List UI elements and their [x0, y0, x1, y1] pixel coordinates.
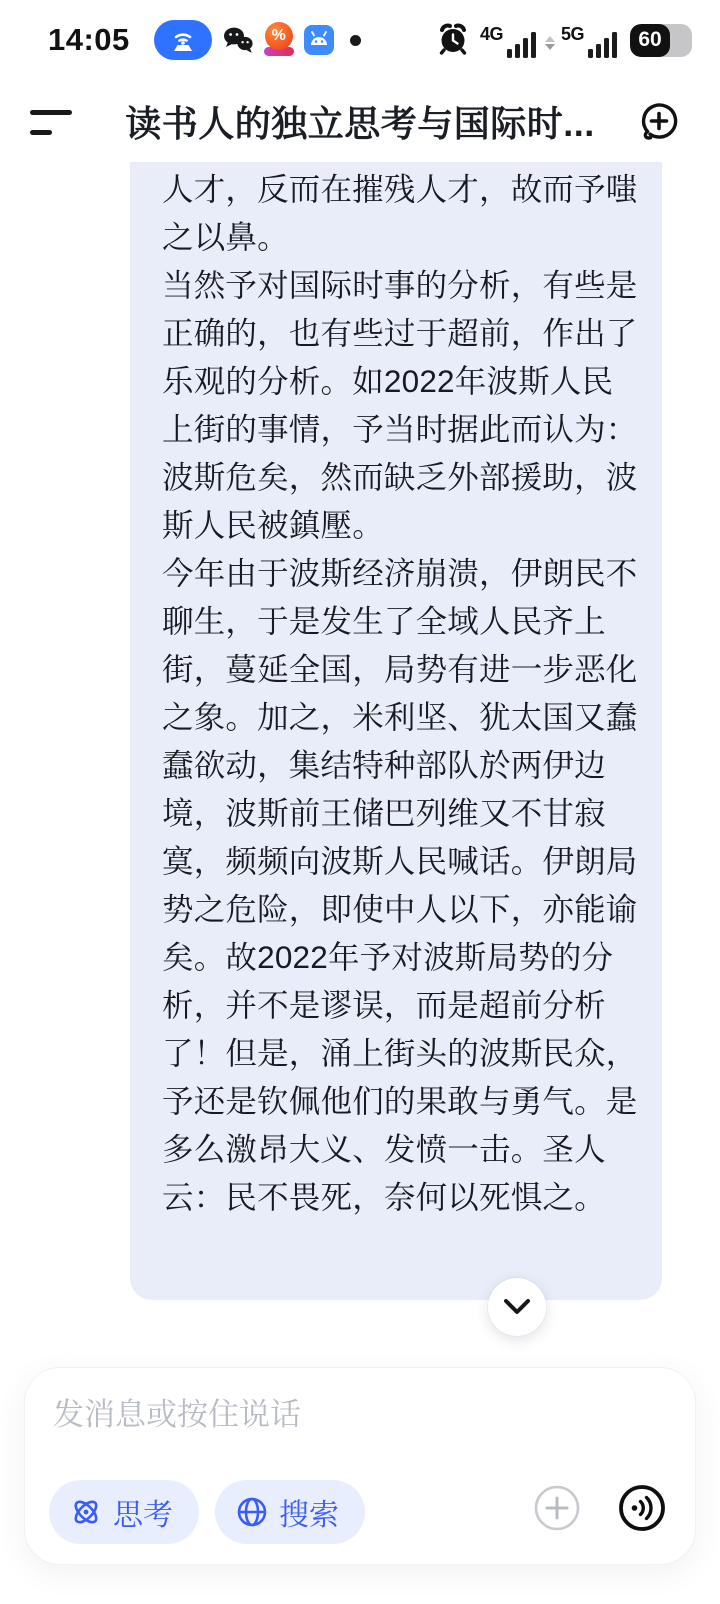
deep-think-toggle[interactable] [49, 1480, 199, 1544]
alarm-clock-icon [435, 22, 471, 58]
attach-plus-button[interactable] [533, 1484, 581, 1537]
message-composer [24, 1367, 696, 1565]
chevron-down-icon [504, 1299, 530, 1315]
message-paragraph: 当然予对国际时事的分析，有些是正确的，也有些过于超前，作出了乐观的分析。如2022年波斯人民上街的事情，予当时据此而认为：波斯危矣，然而缺乏外部援助，波斯人民被鎮壓。 [162, 267, 638, 543]
scroll-to-bottom-button[interactable] [488, 1278, 546, 1336]
web-search-toggle[interactable] [215, 1480, 365, 1544]
deep-think-label: 思考 [113, 1499, 173, 1532]
menu-icon[interactable] [30, 104, 74, 138]
android-app-icon [304, 25, 334, 55]
signal-4g: 4G [480, 26, 536, 58]
clock-time: 14:05 [48, 22, 130, 57]
plus-icon [533, 1484, 581, 1532]
status-bar [0, 0, 720, 80]
wechat-icon [222, 25, 254, 55]
voice-call-icon [617, 1483, 667, 1533]
web-search-label: 搜索 [279, 1499, 339, 1532]
notification-dot [350, 35, 361, 46]
data-activity-arrows [545, 36, 555, 50]
promo-percent-icon: % [264, 20, 294, 60]
message-paragraph: 人才，反而在摧残人才，故而予嗤之以鼻。 [162, 171, 638, 255]
battery-percent: 60 [630, 24, 670, 57]
voice-call-button[interactable] [617, 1483, 667, 1538]
conversation-title: 读书人的独立思考与国际时... [125, 102, 595, 144]
app-header [0, 80, 720, 162]
battery-indicator [630, 24, 692, 57]
message-input[interactable] [53, 1390, 653, 1440]
message-paragraph: 今年由于波斯经济崩溃，伊朗民不聊生，于是发生了全域人民齐上街，蔓延全国，局势有进一步恶化之象。加之，米利坚、犹太国又蠢蠢欲动，集结特种部队於两伊边境，波斯前王储巴列维又不甘寂寞，频频向波斯人民喊话。伊朗局势之危险，即使中人以下，亦能谕矣。故2022年予对波斯局势的分析，并不是谬误，而是超前分析了！但是，涌上街头的波斯民众，予还是钦佩他们的果敢与勇气。是多么激昂大义、发愤一击。圣人云：民不畏死，奈何以死惧之。 [162, 555, 638, 1215]
assistant-message-bubble [130, 162, 662, 1300]
signal-5g: 5G [561, 26, 617, 58]
new-chat-plus-icon[interactable] [632, 94, 686, 148]
chat-scroll-area[interactable] [0, 162, 720, 1342]
hotspot-icon [154, 20, 212, 60]
atom-think-icon [69, 1495, 103, 1529]
globe-search-icon [235, 1495, 269, 1529]
